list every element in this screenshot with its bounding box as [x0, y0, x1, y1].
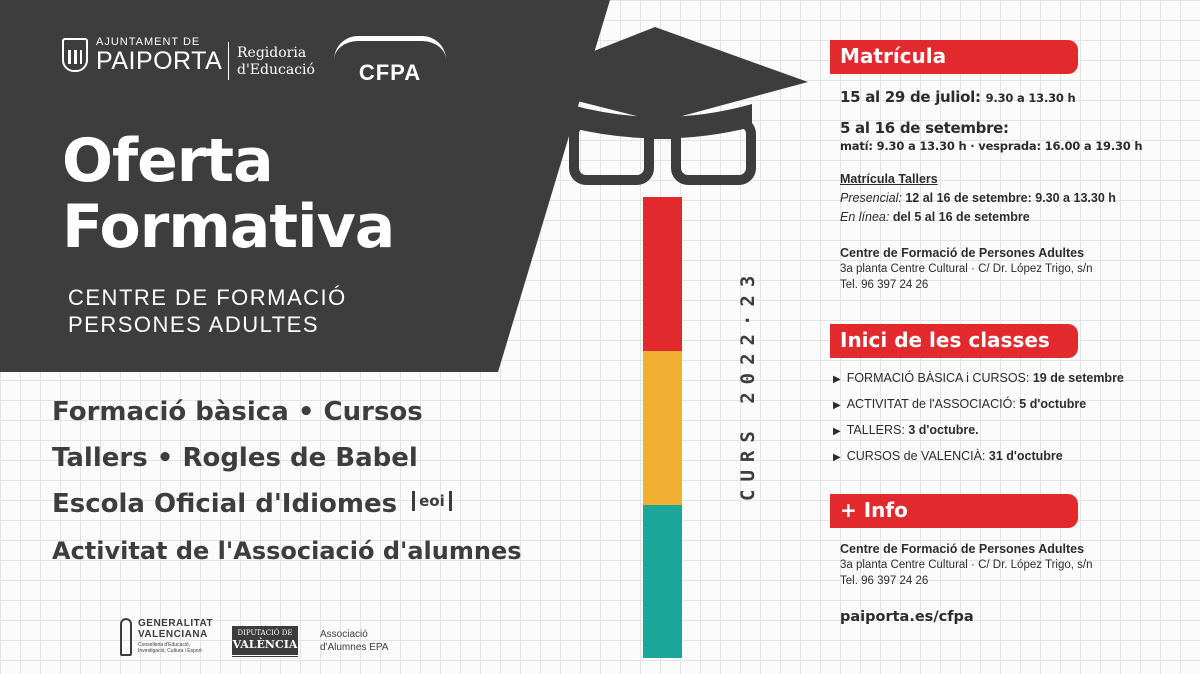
- gv-line2: VALENCIANA: [138, 629, 208, 640]
- town-name: PAIPORTA: [96, 47, 223, 75]
- logo-divider: [228, 42, 229, 80]
- inici-item-date: 31 d'octubre: [988, 449, 1063, 463]
- title-line2: Formativa: [62, 192, 395, 262]
- programme-tallers: Tallers: [52, 443, 148, 473]
- presencial-value: 12 al 16 de setembre: 9.30 a 13.30 h: [905, 191, 1116, 205]
- glasses-bridge: [649, 130, 676, 139]
- regidoria-line1: Regidoria: [237, 45, 307, 61]
- triangle-bullet-icon: ▶: [833, 400, 841, 411]
- bullet-separator: •: [156, 443, 174, 473]
- dip-line2: VALÈNCIA: [232, 638, 298, 651]
- online-label: En línea:: [840, 210, 890, 224]
- diputacio-logo: [232, 626, 298, 658]
- town-shield-icon: [62, 38, 88, 72]
- programme-formacio-basica: Formació bàsica: [52, 397, 289, 427]
- color-bar-teal: [643, 505, 682, 658]
- matricula-date2-detail: matí: 9.30 a 13.30 h · vesprada: 16.00 a 19.30 h: [840, 139, 1143, 153]
- programme-associacio: Activitat de l'Associació d'alumnes: [52, 537, 522, 565]
- matricula-date1-days: 15 al 29 de juliol:: [840, 88, 981, 106]
- website-link[interactable]: paiporta.es/cfpa: [840, 609, 974, 625]
- triangle-bullet-icon: ▶: [833, 426, 841, 437]
- list-item: [833, 397, 1086, 411]
- gv-line1: GENERALITAT: [138, 618, 214, 629]
- eoi-badge: eoi: [412, 491, 452, 511]
- list-item: [833, 423, 979, 437]
- matricula-presencial: [840, 191, 1116, 205]
- programme-line-1: [52, 397, 423, 427]
- triangle-bullet-icon: ▶: [833, 374, 841, 385]
- matricula-date2: 5 al 16 de setembre:: [840, 119, 1009, 137]
- inici-item-label: ACTIVITAT de l'ASSOCIACIÓ:: [846, 397, 1016, 411]
- subtitle-line2: PERSONES ADULTES: [68, 312, 319, 337]
- assoc-line1: Associació: [320, 629, 368, 640]
- inici-header: Inici de les classes: [830, 324, 1078, 358]
- page-subtitle: [68, 284, 347, 338]
- dip-line1: DIPUTACIÓ DE: [237, 629, 293, 637]
- inici-item-date: 5 d'octubre: [1019, 397, 1087, 411]
- associacio-logo: [320, 628, 388, 654]
- color-bar-red: [643, 197, 682, 351]
- list-item: [833, 449, 1063, 463]
- assoc-line2: d'Alumnes EPA: [320, 642, 389, 653]
- centre-name: Centre de Formació de Persones Adultes: [840, 246, 1085, 260]
- inici-item-label: FORMACIÓ BÀSICA i CURSOS:: [846, 371, 1030, 385]
- programme-line-2: [52, 443, 418, 473]
- info-centre-name: Centre de Formació de Persones Adultes: [840, 542, 1085, 556]
- cap-board: [510, 27, 808, 122]
- info-centre-phone: Tel. 96 397 24 26: [840, 575, 929, 587]
- page-title: [62, 128, 394, 260]
- cfpa-logo: [334, 36, 446, 86]
- matricula-online: [840, 210, 1030, 224]
- color-bar-yellow: [643, 351, 682, 505]
- regidoria-logo: [237, 45, 315, 79]
- inici-item-label: TALLERS:: [846, 423, 905, 437]
- triangle-bullet-icon: ▶: [833, 452, 841, 463]
- regidoria-line2: d'Educació: [237, 62, 315, 78]
- matricula-date1-time: 9.30 a 13.30 h: [985, 91, 1076, 105]
- subtitle-line1: CENTRE DE FORMACIÓ: [68, 285, 347, 310]
- presencial-label: Presencial:: [840, 191, 902, 205]
- matricula-date1: [840, 88, 1076, 106]
- online-value: del 5 al 16 de setembre: [892, 210, 1030, 224]
- inici-item-label: CURSOS de VALENCIÀ:: [846, 449, 986, 463]
- centre-phone: Tel. 96 397 24 26: [840, 279, 929, 291]
- programme-eoi: Escola Oficial d'Idiomes: [52, 489, 398, 519]
- gv-subtext: Conselleria d'Educació, Investigació, Cultura i Esport: [138, 642, 202, 654]
- generalitat-logo: [120, 618, 216, 656]
- list-item: [833, 371, 1124, 385]
- programme-rogles-babel: Rogles de Babel: [182, 443, 418, 473]
- ajuntament-label: AJUNTAMENT DE: [96, 36, 201, 48]
- course-year-label: CURS 2022·23: [737, 267, 759, 501]
- title-line1: Oferta: [62, 126, 273, 196]
- cfpa-label: CFPA: [358, 60, 422, 85]
- matricula-header: Matrícula: [830, 40, 1078, 74]
- bullet-separator: •: [297, 397, 315, 427]
- centre-address: 3a planta Centre Cultural · C/ Dr. López Trigo, s/n: [840, 263, 1093, 275]
- cfpa-arc-icon: [334, 36, 446, 60]
- inici-item-date: 19 de setembre: [1032, 371, 1124, 385]
- info-centre-address: 3a planta Centre Cultural · C/ Dr. López Trigo, s/n: [840, 559, 1093, 571]
- matricula-tallers-title: Matrícula Tallers: [840, 172, 938, 186]
- generalitat-emblem-icon: [120, 618, 132, 656]
- programme-line-3: [52, 489, 452, 519]
- graduation-cap-icon: [510, 22, 810, 192]
- ajuntament-logo: [62, 36, 222, 74]
- info-header: + Info: [830, 494, 1078, 528]
- programme-cursos: Cursos: [323, 397, 423, 427]
- inici-item-date: 3 d'octubre.: [908, 423, 979, 437]
